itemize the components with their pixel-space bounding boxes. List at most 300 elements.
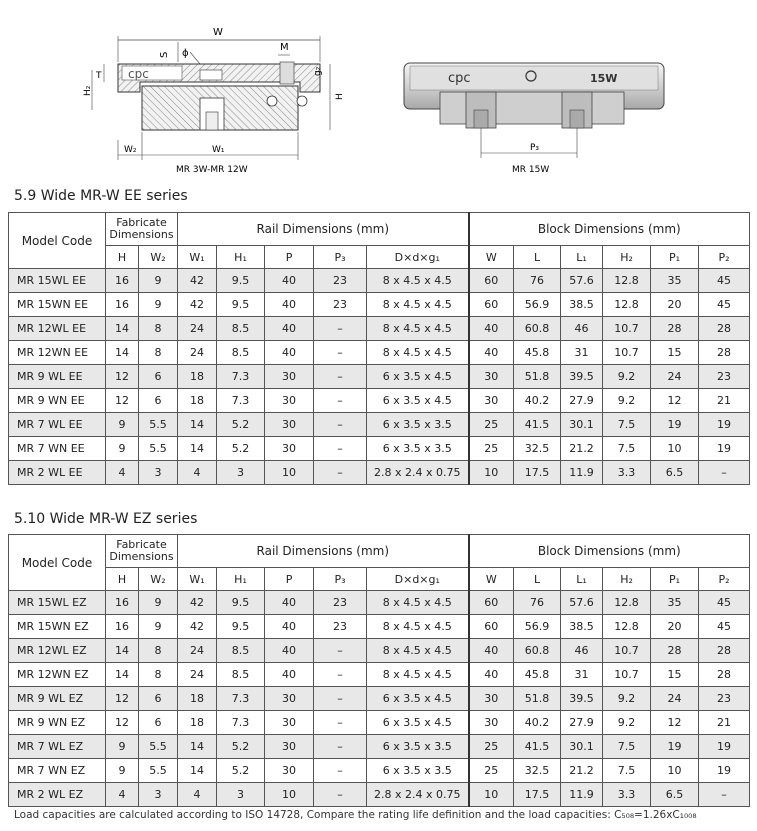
sub-p: P (265, 568, 314, 591)
table-cell: 42 (178, 293, 217, 317)
table-cell: 30 (469, 711, 514, 735)
table-cell: 8 x 4.5 x 4.5 (367, 663, 469, 687)
table-cell: 76 (514, 269, 561, 293)
table-cell: 10.7 (603, 341, 651, 365)
table-cell: 6 (139, 365, 178, 389)
cell-model-code: MR 15WL EZ (9, 591, 106, 615)
dim-phi-label: ϕ (182, 48, 189, 59)
table-cell: 21 (699, 389, 750, 413)
table-cell: 40 (265, 269, 314, 293)
table-cell: 6 (139, 389, 178, 413)
table-cell: 27.9 (561, 389, 603, 413)
table-cell: 28 (699, 317, 750, 341)
sub-w: W (469, 568, 514, 591)
table-cell: 8.5 (217, 663, 265, 687)
dim-w2-label: W₂ (124, 145, 137, 155)
table-cell: 6 x 3.5 x 3.5 (367, 759, 469, 783)
table-cell: 76 (514, 591, 561, 615)
table-cell: 8 (139, 663, 178, 687)
table-cell: 10.7 (603, 317, 651, 341)
table-cell: 60.8 (514, 317, 561, 341)
table-cell: 45.8 (514, 663, 561, 687)
table-cell: 21.2 (561, 759, 603, 783)
subheader-row (9, 246, 750, 269)
table-cell: 9.2 (603, 711, 651, 735)
table-cell: 10 (651, 759, 699, 783)
table-cell: 14 (106, 639, 139, 663)
table-cell: – (314, 759, 367, 783)
table-cell: 9 (139, 293, 178, 317)
table-row (9, 389, 750, 413)
sub-p1: P₁ (651, 568, 699, 591)
table-cell: 4 (106, 783, 139, 807)
table-cell: 11.9 (561, 461, 603, 485)
table-cell: – (314, 639, 367, 663)
table-cell: 4 (178, 461, 217, 485)
table-cell: 4 (178, 783, 217, 807)
table-cell: 9.5 (217, 615, 265, 639)
table-cell: 12.8 (603, 293, 651, 317)
table-cell: – (314, 413, 367, 437)
sub-ddg1: D×d×g₁ (367, 568, 469, 591)
table-cell: 8 x 4.5 x 4.5 (367, 317, 469, 341)
sub-h: H (106, 568, 139, 591)
table-cell: – (314, 389, 367, 413)
table-cell: – (699, 461, 750, 485)
table-cell: 5.2 (217, 735, 265, 759)
table-cell: 7.3 (217, 687, 265, 711)
table-cell: 12.8 (603, 269, 651, 293)
table-cell: 40 (265, 639, 314, 663)
table-cell: 9.5 (217, 269, 265, 293)
table-cell: 28 (699, 663, 750, 687)
table-cell: 18 (178, 365, 217, 389)
sub-l: L (514, 568, 561, 591)
table-cell: 40 (265, 317, 314, 341)
block-logo-left: cpc (128, 67, 149, 81)
table-cell: 39.5 (561, 687, 603, 711)
table-cell: 6 (139, 711, 178, 735)
sub-p2: P₂ (699, 568, 750, 591)
dim-g2-label: g₂ (313, 66, 323, 76)
table-cell: 10.7 (603, 639, 651, 663)
table-cell: 40 (265, 591, 314, 615)
table-cell: 10.7 (603, 663, 651, 687)
table-cell: 23 (314, 591, 367, 615)
table-cell: 30 (469, 389, 514, 413)
table-cell: 39.5 (561, 365, 603, 389)
table-cell: 30 (265, 437, 314, 461)
cell-model-code: MR 12WN EZ (9, 663, 106, 687)
table-cell: 19 (651, 735, 699, 759)
table-cell: 8.5 (217, 639, 265, 663)
table-cell: 12.8 (603, 591, 651, 615)
table-cell: 30 (469, 365, 514, 389)
cell-model-code: MR 12WL EE (9, 317, 106, 341)
table-cell: 40 (469, 663, 514, 687)
table-cell: 12 (106, 389, 139, 413)
table-cell: 42 (178, 591, 217, 615)
table-cell: 3 (139, 783, 178, 807)
table-row (9, 341, 750, 365)
table-cell: 20 (651, 615, 699, 639)
table-cell: 8 x 4.5 x 4.5 (367, 269, 469, 293)
table-cell: 40 (265, 293, 314, 317)
table-cell: 56.9 (514, 293, 561, 317)
table-cell: 9 (139, 269, 178, 293)
subheader-row (9, 568, 750, 591)
table-cell: 9 (139, 591, 178, 615)
table-cell: 40 (265, 663, 314, 687)
cell-model-code: MR 9 WN EE (9, 389, 106, 413)
table-cell: 24 (178, 663, 217, 687)
section-title-ee: 5.9 Wide MR-W EE series (14, 188, 188, 204)
table-cell: 51.8 (514, 687, 561, 711)
table-cell: 45 (699, 293, 750, 317)
table-cell: 16 (106, 591, 139, 615)
caption-left: MR 3W-MR 12W (176, 165, 248, 175)
table-cell: – (314, 687, 367, 711)
table-cell: 9 (106, 437, 139, 461)
table-ee-series (8, 212, 750, 485)
table-cell: 9.2 (603, 365, 651, 389)
table-cell: – (314, 437, 367, 461)
table-cell: 9.2 (603, 687, 651, 711)
table-cell: 14 (178, 413, 217, 437)
table-cell: 14 (178, 437, 217, 461)
table-cell: 3 (217, 783, 265, 807)
table-cell: 30 (265, 687, 314, 711)
table-cell: 5.5 (139, 413, 178, 437)
header-fabricate-line2: Dimensions (109, 228, 174, 241)
table-cell: 12 (106, 687, 139, 711)
table-row (9, 663, 750, 687)
table-cell: 40 (469, 317, 514, 341)
table-cell: – (314, 711, 367, 735)
front-view-drawing (404, 63, 664, 175)
table-cell: 16 (106, 293, 139, 317)
table-cell: 12 (106, 711, 139, 735)
table-cell: 3 (217, 461, 265, 485)
table-cell: 30 (469, 687, 514, 711)
table-cell: 28 (699, 639, 750, 663)
sub-p: P (265, 246, 314, 269)
table-row (9, 783, 750, 807)
table-cell: 32.5 (514, 759, 561, 783)
table-cell: 56.9 (514, 615, 561, 639)
table-cell: 9.5 (217, 591, 265, 615)
table-cell: 57.6 (561, 269, 603, 293)
cell-model-code: MR 9 WL EE (9, 365, 106, 389)
table-cell: 7.3 (217, 711, 265, 735)
table-cell: 9 (106, 413, 139, 437)
table-cell: 16 (106, 269, 139, 293)
table-cell: 30 (265, 735, 314, 759)
table-row (9, 591, 750, 615)
block-logo-right: cpc (448, 71, 471, 86)
table-cell: 5.2 (217, 413, 265, 437)
table-cell: 41.5 (514, 413, 561, 437)
sub-w: W (469, 246, 514, 269)
table-cell: 30 (265, 389, 314, 413)
table-cell: 25 (469, 735, 514, 759)
table-cell: 14 (106, 663, 139, 687)
table-cell: 40 (469, 341, 514, 365)
table-cell: 6.5 (651, 461, 699, 485)
table-cell: – (314, 461, 367, 485)
table-cell: 5.5 (139, 735, 178, 759)
table-cell: 6 x 3.5 x 3.5 (367, 437, 469, 461)
sub-h1: H₁ (217, 568, 265, 591)
header-fabricate (106, 535, 178, 568)
header-rail-dims: Rail Dimensions (mm) (178, 213, 469, 246)
table-cell: 25 (469, 413, 514, 437)
table-cell: 10 (265, 783, 314, 807)
table-cell: 6 x 3.5 x 4.5 (367, 389, 469, 413)
dim-s-label: S (159, 51, 170, 58)
table-cell: 23 (699, 687, 750, 711)
table-cell: 30.1 (561, 413, 603, 437)
table-cell: 3.3 (603, 783, 651, 807)
section-title-ez: 5.10 Wide MR-W EZ series (14, 511, 198, 527)
header-fabricate-line1: Fabricate (116, 216, 167, 229)
sub-p3: P₃ (314, 568, 367, 591)
caption-right: MR 15W (512, 165, 550, 175)
sub-ddg1: D×d×g₁ (367, 246, 469, 269)
table-cell: 8 x 4.5 x 4.5 (367, 341, 469, 365)
table-cell: 21.2 (561, 437, 603, 461)
dim-w-label: W (213, 27, 223, 38)
table-cell: 12 (651, 711, 699, 735)
table-row (9, 317, 750, 341)
table-cell: – (314, 341, 367, 365)
table-cell: 28 (651, 317, 699, 341)
table-cell: 20 (651, 293, 699, 317)
table-cell: 25 (469, 437, 514, 461)
table-cell: 9 (106, 759, 139, 783)
table-cell: 38.5 (561, 615, 603, 639)
table-cell: 9 (106, 735, 139, 759)
table-cell: 14 (178, 759, 217, 783)
table-cell: 19 (699, 413, 750, 437)
table-cell: 24 (651, 365, 699, 389)
table-cell: 12 (651, 389, 699, 413)
table-cell: 60 (469, 293, 514, 317)
table-cell: 6.5 (651, 783, 699, 807)
table-cell: 27.9 (561, 711, 603, 735)
technical-drawings (0, 0, 757, 185)
table-cell: 9.5 (217, 293, 265, 317)
table-cell: 40.2 (514, 389, 561, 413)
table-cell: 41.5 (514, 735, 561, 759)
table-cell: – (314, 783, 367, 807)
table-cell: 19 (651, 413, 699, 437)
table-cell: 12.8 (603, 615, 651, 639)
table-cell: 7.5 (603, 413, 651, 437)
table-cell: 45 (699, 591, 750, 615)
cell-model-code: MR 7 WN EE (9, 437, 106, 461)
table-cell: 8.5 (217, 341, 265, 365)
table-row (9, 759, 750, 783)
table-cell: 9.2 (603, 389, 651, 413)
sub-w2: W₂ (139, 246, 178, 269)
dim-w1-label: W₁ (212, 145, 225, 155)
cross-section-drawing (83, 27, 345, 175)
table-cell: 15 (651, 341, 699, 365)
table-cell: 23 (314, 293, 367, 317)
table-cell: 18 (178, 711, 217, 735)
table-cell: 60 (469, 591, 514, 615)
table-cell: 42 (178, 269, 217, 293)
table-ez-body (9, 591, 750, 807)
header-fabricate-line1: Fabricate (116, 538, 167, 551)
table-row (9, 615, 750, 639)
table-cell: 40 (265, 341, 314, 365)
table-cell: 8 x 4.5 x 4.5 (367, 591, 469, 615)
table-cell: 19 (699, 437, 750, 461)
dim-t-label: T (96, 71, 102, 81)
dim-p3-label: P₃ (530, 143, 540, 153)
table-cell: 16 (106, 615, 139, 639)
table-row (9, 413, 750, 437)
dim-h-label: H (335, 93, 345, 100)
table-cell: 5.2 (217, 437, 265, 461)
table-cell: 40 (265, 615, 314, 639)
header-model-code: Model Code (9, 535, 106, 591)
cell-model-code: MR 9 WL EZ (9, 687, 106, 711)
table-cell: 14 (106, 341, 139, 365)
table-row (9, 437, 750, 461)
table-cell: 35 (651, 591, 699, 615)
sub-h: H (106, 246, 139, 269)
table-cell: 4 (106, 461, 139, 485)
table-cell: 42 (178, 615, 217, 639)
table-cell: 21 (699, 711, 750, 735)
sub-l1: L₁ (561, 246, 603, 269)
table-cell: 60 (469, 269, 514, 293)
header-fabricate (106, 213, 178, 246)
block-label-right: 15W (590, 72, 618, 85)
table-cell: 32.5 (514, 437, 561, 461)
table-cell: 25 (469, 759, 514, 783)
table-cell: 60.8 (514, 639, 561, 663)
table-cell: 11.9 (561, 783, 603, 807)
sub-w1: W₁ (178, 246, 217, 269)
table-cell: 10 (651, 437, 699, 461)
table-cell: 10 (469, 783, 514, 807)
sub-l: L (514, 246, 561, 269)
table-cell: 15 (651, 663, 699, 687)
table-cell: 6 x 3.5 x 4.5 (367, 365, 469, 389)
table-cell: 10 (469, 461, 514, 485)
cell-model-code: MR 12WN EE (9, 341, 106, 365)
table-cell: 10 (265, 461, 314, 485)
sub-h1: H₁ (217, 246, 265, 269)
table-cell: 28 (651, 639, 699, 663)
table-cell: 30 (265, 711, 314, 735)
table-cell: 31 (561, 663, 603, 687)
table-cell: 8.5 (217, 317, 265, 341)
table-cell: 12 (106, 365, 139, 389)
header-rail-dims: Rail Dimensions (mm) (178, 535, 469, 568)
table-cell: 30.1 (561, 735, 603, 759)
table-cell: 57.6 (561, 591, 603, 615)
table-cell: 8 x 4.5 x 4.5 (367, 615, 469, 639)
table-cell: 30 (265, 413, 314, 437)
table-ez-series (8, 534, 750, 807)
table-cell: – (314, 663, 367, 687)
table-cell: 46 (561, 639, 603, 663)
table-cell: 8 x 4.5 x 4.5 (367, 293, 469, 317)
header-block-dims: Block Dimensions (mm) (469, 535, 750, 568)
cell-model-code: MR 7 WN EZ (9, 759, 106, 783)
table-cell: 5.2 (217, 759, 265, 783)
table-cell: 7.5 (603, 735, 651, 759)
table-cell: 18 (178, 389, 217, 413)
sub-w1: W₁ (178, 568, 217, 591)
table-ee-body (9, 269, 750, 485)
table-cell: 14 (106, 317, 139, 341)
table-cell: 2.8 x 2.4 x 0.75 (367, 461, 469, 485)
table-cell: 3 (139, 461, 178, 485)
header-model-code: Model Code (9, 213, 106, 269)
table-cell: 19 (699, 759, 750, 783)
sub-p2: P₂ (699, 246, 750, 269)
cell-model-code: MR 15WN EZ (9, 615, 106, 639)
table-row (9, 735, 750, 759)
header-fabricate-line2: Dimensions (109, 550, 174, 563)
cell-model-code: MR 7 WL EE (9, 413, 106, 437)
table-cell: 51.8 (514, 365, 561, 389)
table-cell: 24 (651, 687, 699, 711)
dim-m-label: M (280, 42, 289, 53)
table-cell: 45 (699, 269, 750, 293)
cell-model-code: MR 15WN EE (9, 293, 106, 317)
table-cell: – (314, 735, 367, 759)
cell-model-code: MR 2 WL EE (9, 461, 106, 485)
table-cell: 7.5 (603, 437, 651, 461)
cell-model-code: MR 12WL EZ (9, 639, 106, 663)
table-cell: 30 (265, 759, 314, 783)
table-cell: 8 (139, 317, 178, 341)
header-block-dims: Block Dimensions (mm) (469, 213, 750, 246)
table-row (9, 269, 750, 293)
table-row (9, 365, 750, 389)
table-cell: 6 x 3.5 x 3.5 (367, 735, 469, 759)
table-cell: 30 (265, 365, 314, 389)
table-cell: – (314, 317, 367, 341)
table-cell: 6 x 3.5 x 4.5 (367, 687, 469, 711)
table-cell: 7.3 (217, 365, 265, 389)
table-cell: 6 x 3.5 x 3.5 (367, 413, 469, 437)
table-cell: 23 (699, 365, 750, 389)
table-cell: 23 (314, 615, 367, 639)
table-cell: 40.2 (514, 711, 561, 735)
table-cell: 6 (139, 687, 178, 711)
table-cell: 31 (561, 341, 603, 365)
table-cell: 40 (469, 639, 514, 663)
table-cell: – (314, 365, 367, 389)
table-cell: 3.3 (603, 461, 651, 485)
table-cell: 2.8 x 2.4 x 0.75 (367, 783, 469, 807)
table-cell: 9 (139, 615, 178, 639)
table-row (9, 687, 750, 711)
table-row (9, 639, 750, 663)
table-cell: 5.5 (139, 437, 178, 461)
sub-w2: W₂ (139, 568, 178, 591)
table-cell: 45 (699, 615, 750, 639)
table-cell: 38.5 (561, 293, 603, 317)
